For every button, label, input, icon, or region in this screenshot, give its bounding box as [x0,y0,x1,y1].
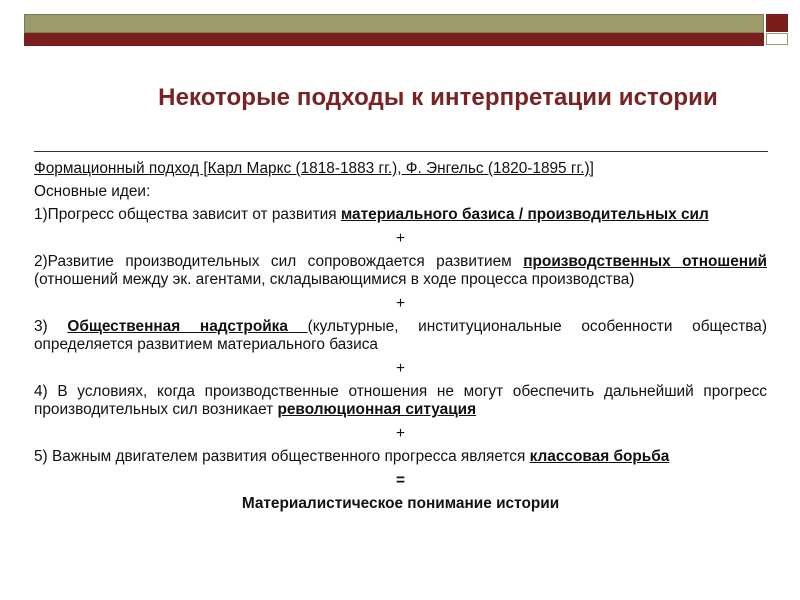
plus-sign: + [396,360,405,377]
point-5-text: 5) Важным двигателем развития общественного прогресса является [34,448,530,465]
point-4 [34,383,767,419]
point-3-emphasis: Общественная надстройка [67,318,308,335]
point-3-lead: 3) [34,318,68,335]
point-5 [34,448,767,466]
header-band-red [24,33,764,46]
title-divider [34,151,768,152]
plus-sign: + [396,295,405,312]
point-2 [34,253,767,289]
point-1-emphasis: материального базиса / производительных сил [340,206,709,223]
corner-square-outline [766,33,788,45]
equals-sign: = [396,472,405,489]
point-1 [34,206,767,224]
corner-square-red [766,14,788,32]
slide-body [34,160,767,513]
plus-sign: + [396,425,405,442]
point-4-text: 4) В условиях, когда производственные отношения не могут обеспечить дальнейший прогресс производительных сил возникает [34,383,767,418]
approach-heading [34,160,767,178]
point-3 [34,318,767,354]
point-2-text: 2)Развитие производительных сил сопровождается развитием [34,253,524,270]
point-2-emphasis: производственных отношений [523,253,767,270]
point-4-emphasis: революционная ситуация [277,401,477,418]
point-1-text: 1)Прогресс общества зависит от развития [34,206,341,223]
point-3-tail: (культурные, институциональные особенности общества) определяется развитием материального базиса [34,318,767,353]
point-2-tail: (отношений между эк. агентами, складывающимися в ходе процесса производства) [34,271,635,288]
plus-sign: + [396,230,405,247]
conclusion: Материалистическое понимание истории [241,495,560,512]
heading-text: Формационный подход [Карл Маркс (1818-1883 гг.), Ф. Энгельс (1820-1895 гг.)] [34,160,594,177]
intro-line: Основные идеи: [34,183,151,200]
header-band-olive [24,14,764,33]
point-5-emphasis: классовая борьба [529,448,670,465]
slide-title: Некоторые подходы к интерпретации истории [158,84,718,111]
